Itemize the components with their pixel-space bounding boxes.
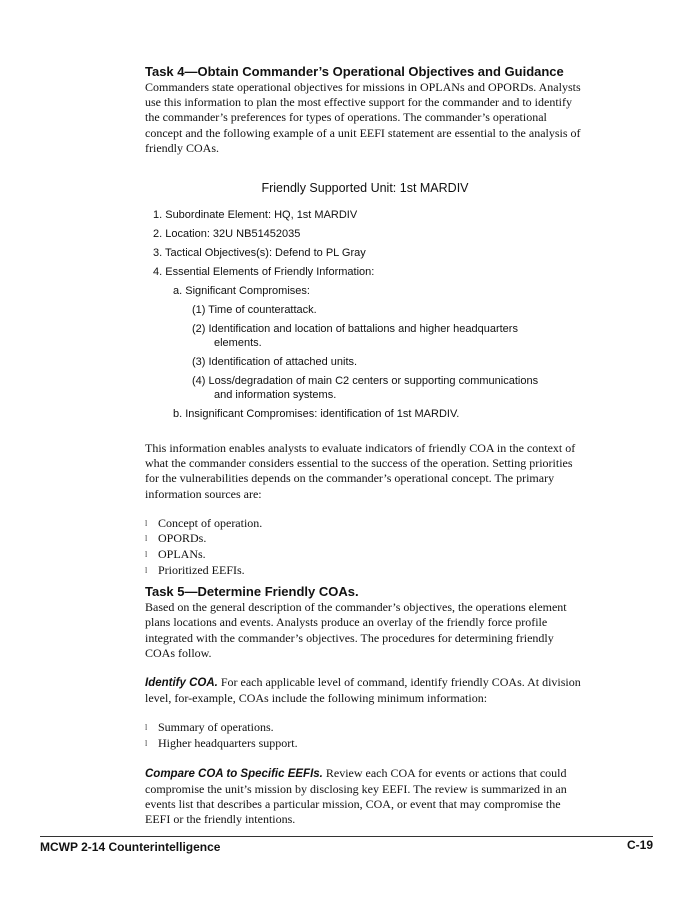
list-item: l Higher headquarters support. — [145, 736, 298, 751]
compromise-text: (2) Identification and location of battalions and higher headquarters — [192, 323, 518, 336]
compromise-text-continued: elements. — [214, 337, 262, 350]
significant-compromises-label: a. Significant Compromises: — [173, 285, 310, 298]
compare-coa-lead: Compare COA to Specific EEFIs. — [145, 767, 323, 780]
compromise-text: (1) Time of counterattack. — [192, 304, 317, 317]
compromise-text-continued: and information systems. — [214, 389, 337, 402]
bullet-icon: l — [145, 534, 148, 544]
page-content — [145, 64, 585, 827]
example-item: 1. Subordinate Element: HQ, 1st MARDIV — [153, 209, 358, 222]
footer-divider — [40, 836, 653, 837]
info-sources-list — [145, 516, 585, 578]
compromise-text: (4) Loss/degradation of main C2 centers or supporting communications — [192, 375, 539, 388]
significant-compromise-item — [145, 303, 585, 317]
task5-paragraph: Based on the general description of the commander’s objectives, the operations element plans locations and events. Analysts produce an overlay of the friendly force profile integrated with the commander’s objectives. The procedures for determining friendly COAs follow. — [145, 600, 567, 660]
bullet-icon: l — [145, 723, 148, 733]
significant-compromise-item — [145, 322, 585, 350]
bullet-icon: l — [145, 739, 148, 749]
task5-heading: Task 5—Determine Friendly COAs. — [145, 584, 359, 600]
significant-compromise-item — [145, 374, 585, 402]
compare-coa-paragraph — [145, 766, 585, 828]
list-item: l Summary of operations. — [145, 720, 274, 735]
insignificant-compromises-label: b. Insignificant Compromises: identification of 1st MARDIV. — [173, 408, 460, 421]
identify-coa-text: For each applicable level of command, identify friendly COAs. At division level, for-example, COAs include the following minimum information: — [145, 675, 581, 706]
significant-compromise-item — [145, 355, 585, 369]
example-item: 4. Essential Elements of Friendly Information: — [153, 266, 375, 279]
eefi-example-list — [145, 208, 585, 421]
info-sources-paragraph: This information enables analysts to evaluate indicators of friendly COA in the context of what the commander considers essential to the success of the operation. Setting priorities for the vulnerabilities depends on the commander’s operational concept. The primary information sources are: — [145, 441, 576, 501]
identify-coa-paragraph — [145, 675, 585, 706]
example-item: 2. Location: 32U NB51452035 — [153, 228, 301, 241]
list-item: l Concept of operation. — [145, 515, 263, 530]
identify-coa-lead: Identify COA. — [145, 677, 218, 690]
compromise-text: (3) Identification of attached units. — [192, 356, 358, 369]
example-title: Friendly Supported Unit: 1st MARDIV — [261, 181, 469, 196]
task4-paragraph: Commanders state operational objectives for missions in OPLANs and OPORDs. Analysts use this information to plan the most effective support for the commander and to identify the commander’s preferences for types of operations. The commander’s operational concept and the following example of a unit EEFI statement are essential to the analysis of friendly COAs. — [145, 80, 581, 155]
compare-coa-text: Review each COA for events or actions that could compromise the unit’s mission by disclosing key EEFI. The review is summarized in an events list that describes a particular mission, COA, or event that may compromise the EEFI or the friendly intentions. — [145, 765, 567, 827]
bullet-icon: l — [145, 565, 148, 575]
list-item: l OPORDs. — [145, 531, 207, 546]
footer-publication-title: MCWP 2-14 Counterintelligence — [40, 840, 221, 854]
list-item: l OPLANs. — [145, 547, 206, 562]
bullet-icon: l — [145, 518, 148, 528]
page-number: C-19 — [626, 838, 653, 852]
bullet-icon: l — [145, 550, 148, 560]
task4-heading: Task 4—Obtain Commander’s Operational Objectives and Guidance — [145, 64, 564, 79]
list-item: l Prioritized EEFIs. — [145, 562, 245, 577]
example-item: 3. Tactical Objectives(s): Defend to PL Gray — [153, 247, 366, 260]
identify-coa-list — [145, 720, 585, 751]
